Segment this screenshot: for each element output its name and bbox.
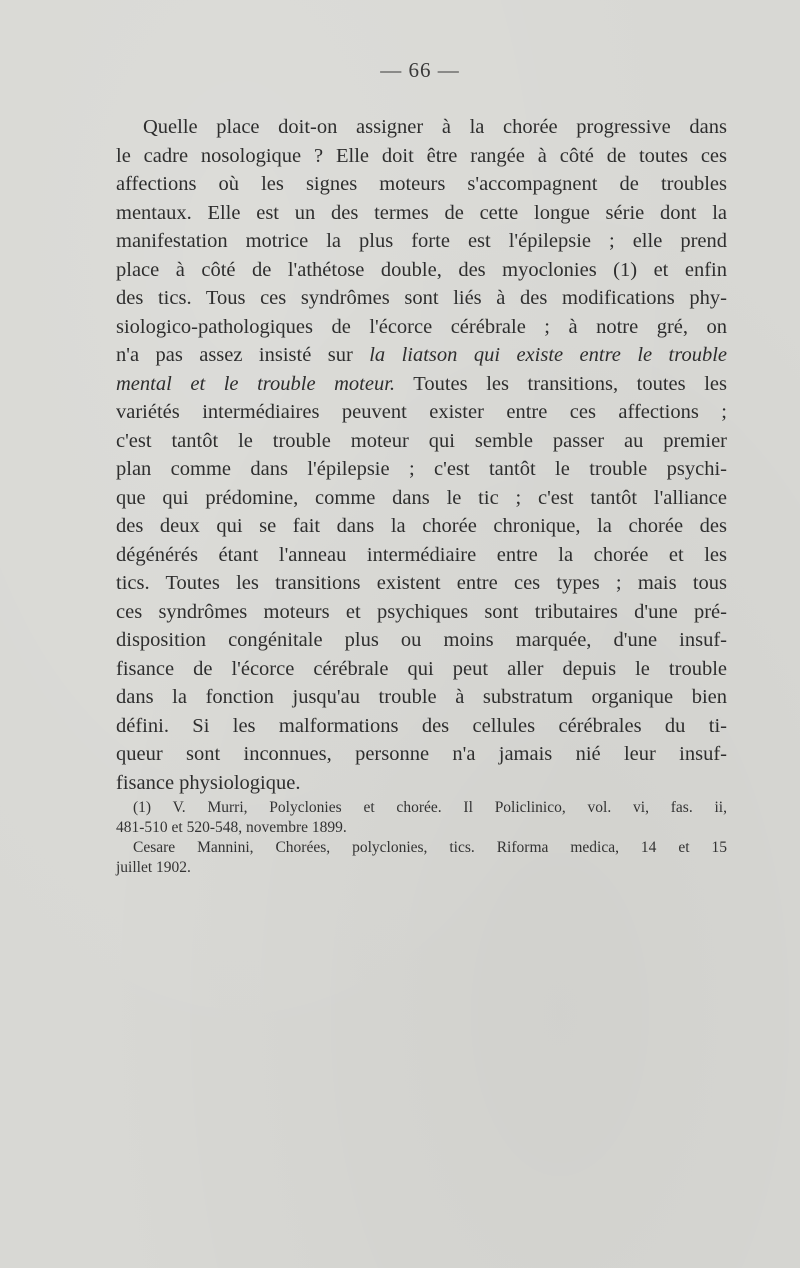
text-line-mixed xyxy=(116,370,727,399)
text-line: disposition congénitale plus ou moins marquée, d'une insuf- xyxy=(116,629,727,651)
text-line: siologico-pathologiques de l'écorce cérébrale ; à notre gré, on xyxy=(116,315,727,338)
footnote-line: Cesare Mannini, Chorées, polyclonies, tics. Riforma medica, 14 et 15 xyxy=(133,839,727,856)
text-segment: n'a pas assez insisté sur xyxy=(116,344,353,366)
italic-emphasis: la liatson qui existe entre le trouble xyxy=(369,344,728,366)
text-line: manifestation motrice la plus forte est l'épilepsie ; elle prend xyxy=(116,230,727,252)
text-line-mixed xyxy=(116,341,727,370)
text-line: tics. Toutes les transitions existent entre ces types ; mais tous xyxy=(116,572,727,594)
text-line: le cadre nosologique ? Elle doit être rangée à côté de toutes ces xyxy=(116,144,727,167)
text-line: fisance de l'écorce cérébrale qui peut aller depuis le trouble xyxy=(116,657,727,680)
text-line: des tics. Tous ces syndrômes sont liés à des modifications phy- xyxy=(116,287,727,309)
text-line: place à côté de l'athétose double, des myoclonies (1) et enfin xyxy=(116,258,727,281)
footnotes xyxy=(116,798,727,878)
body-paragraph xyxy=(116,113,727,797)
text-line: défini. Si les malformations des cellules cérébrales du ti- xyxy=(116,714,727,737)
text-line: dans la fonction jusqu'au trouble à substratum organique bien xyxy=(116,686,727,708)
text-line: dégénérés étant l'anneau intermédiaire entre la chorée et les xyxy=(116,543,727,566)
page-number: — 66 — xyxy=(380,58,460,82)
text-line: Quelle place doit-on assigner à la chorée progressive dans xyxy=(143,116,727,138)
text-line: ces syndrômes moteurs et psychiques sont tributaires d'une pré- xyxy=(116,600,727,623)
footnote-line: juillet 1902. xyxy=(116,859,191,876)
text-line: c'est tantôt le trouble moteur qui semble passer au premier xyxy=(116,429,727,452)
italic-emphasis: mental et le trouble moteur. xyxy=(116,372,396,395)
text-line: fisance physiologique. xyxy=(116,771,301,794)
footnote-line: 481-510 et 520-548, novembre 1899. xyxy=(116,819,347,836)
text-line: queur sont inconnues, personne n'a jamais nié leur insuf- xyxy=(116,743,727,765)
text-line: variétés intermédiaires peuvent exister entre ces affections ; xyxy=(116,401,727,423)
footnote-line: (1) V. Murri, Polyclonies et chorée. Il Policlinico, vol. vi, fas. ii, xyxy=(133,799,727,816)
text-line: des deux qui se fait dans la chorée chronique, la chorée des xyxy=(116,515,727,537)
text-line: plan comme dans l'épilepsie ; c'est tantôt le trouble psychi- xyxy=(116,458,727,480)
text-line: que qui prédomine, comme dans le tic ; c'est tantôt l'alliance xyxy=(116,486,727,509)
text-line: mentaux. Elle est un des termes de cette longue série dont la xyxy=(116,201,727,224)
text-segment: Toutes les transitions, toutes les xyxy=(413,372,727,395)
text-line: affections où les signes moteurs s'accompagnent de troubles xyxy=(116,173,727,195)
